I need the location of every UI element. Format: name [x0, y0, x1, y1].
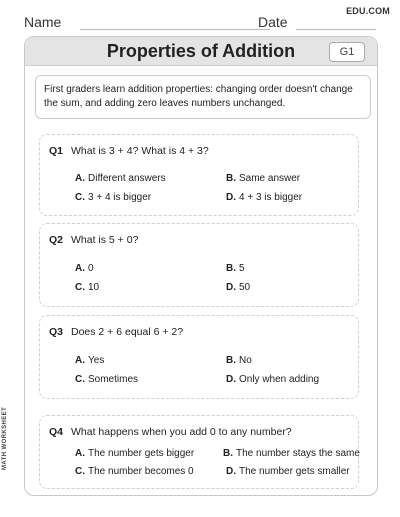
- option-text: Same answer: [239, 173, 301, 184]
- option-letter: D.: [226, 374, 236, 385]
- question-text: Does 2 + 6 equal 6 + 2?: [71, 326, 184, 338]
- question-text: What is 5 + 0?: [71, 234, 139, 246]
- option-text: 3 + 4 is bigger: [88, 192, 152, 203]
- option-c[interactable]: [75, 282, 99, 293]
- option-d[interactable]: [226, 192, 302, 203]
- intro-text: First graders learn addition properties: changing order doesn't change the sum, and adding zero leaves numbers unchanged.: [35, 75, 371, 119]
- date-label: Date: [258, 14, 288, 30]
- option-b[interactable]: [226, 173, 300, 184]
- worksheet-card: [24, 36, 378, 496]
- option-text: No: [239, 355, 252, 366]
- option-letter: A.: [75, 355, 85, 366]
- option-d[interactable]: [226, 466, 350, 477]
- option-text: 0: [88, 263, 94, 274]
- option-a[interactable]: [75, 355, 104, 366]
- option-text: Yes: [88, 355, 105, 366]
- option-d[interactable]: [226, 374, 319, 385]
- option-letter: C.: [75, 192, 85, 203]
- question-number: Q1: [49, 145, 64, 157]
- side-label: MATH WORKSHEET: [2, 406, 8, 470]
- option-letter: C.: [75, 282, 85, 293]
- page-title: Properties of Addition: [106, 41, 296, 61]
- option-a[interactable]: [75, 448, 194, 459]
- option-a[interactable]: [75, 263, 94, 274]
- option-text: Only when adding: [239, 374, 320, 385]
- option-c[interactable]: [75, 192, 151, 203]
- question-text: What happens when you add 0 to any number?: [71, 426, 292, 438]
- option-letter: B.: [223, 448, 233, 459]
- option-letter: A.: [75, 448, 85, 459]
- option-c[interactable]: [75, 466, 194, 477]
- name-date-row: [24, 14, 376, 32]
- option-text: The number gets bigger: [88, 448, 195, 459]
- question-card-3: [39, 315, 359, 399]
- option-d[interactable]: [226, 282, 250, 293]
- option-text: Sometimes: [88, 374, 139, 385]
- option-b[interactable]: [226, 355, 252, 366]
- brand-logo: EDU.COM: [346, 6, 390, 16]
- question-number: Q2: [49, 234, 64, 246]
- question-number: Q4: [49, 426, 64, 438]
- option-letter: D.: [226, 192, 236, 203]
- option-letter: D.: [226, 282, 236, 293]
- option-letter: C.: [75, 374, 85, 385]
- option-b[interactable]: [226, 263, 245, 274]
- option-letter: B.: [226, 355, 236, 366]
- option-text: The number becomes 0: [88, 466, 194, 477]
- option-letter: C.: [75, 466, 85, 477]
- option-a[interactable]: [75, 173, 166, 184]
- option-text: 50: [239, 282, 251, 293]
- option-letter: D.: [226, 466, 236, 477]
- option-text: The number gets smaller: [239, 466, 350, 477]
- option-text: 10: [88, 282, 100, 293]
- question-card-2: [39, 223, 359, 307]
- name-label: Name: [24, 14, 62, 30]
- option-text: 4 + 3 is bigger: [239, 192, 303, 203]
- title-bar: [25, 37, 377, 66]
- option-letter: A.: [75, 263, 85, 274]
- option-text: Different answers: [88, 173, 166, 184]
- question-number: Q3: [49, 326, 64, 338]
- question-card-4: [39, 415, 359, 489]
- option-b[interactable]: [223, 448, 360, 459]
- option-letter: B.: [226, 263, 236, 274]
- date-field[interactable]: [296, 29, 376, 30]
- option-letter: A.: [75, 173, 85, 184]
- option-c[interactable]: [75, 374, 138, 385]
- option-letter: B.: [226, 173, 236, 184]
- question-text: What is 3 + 4? What is 4 + 3?: [71, 145, 209, 157]
- option-text: The number stays the same: [236, 448, 360, 459]
- option-text: 5: [239, 263, 245, 274]
- name-field[interactable]: [80, 29, 270, 30]
- grade-badge: G1: [329, 42, 365, 62]
- question-card-1: [39, 134, 359, 216]
